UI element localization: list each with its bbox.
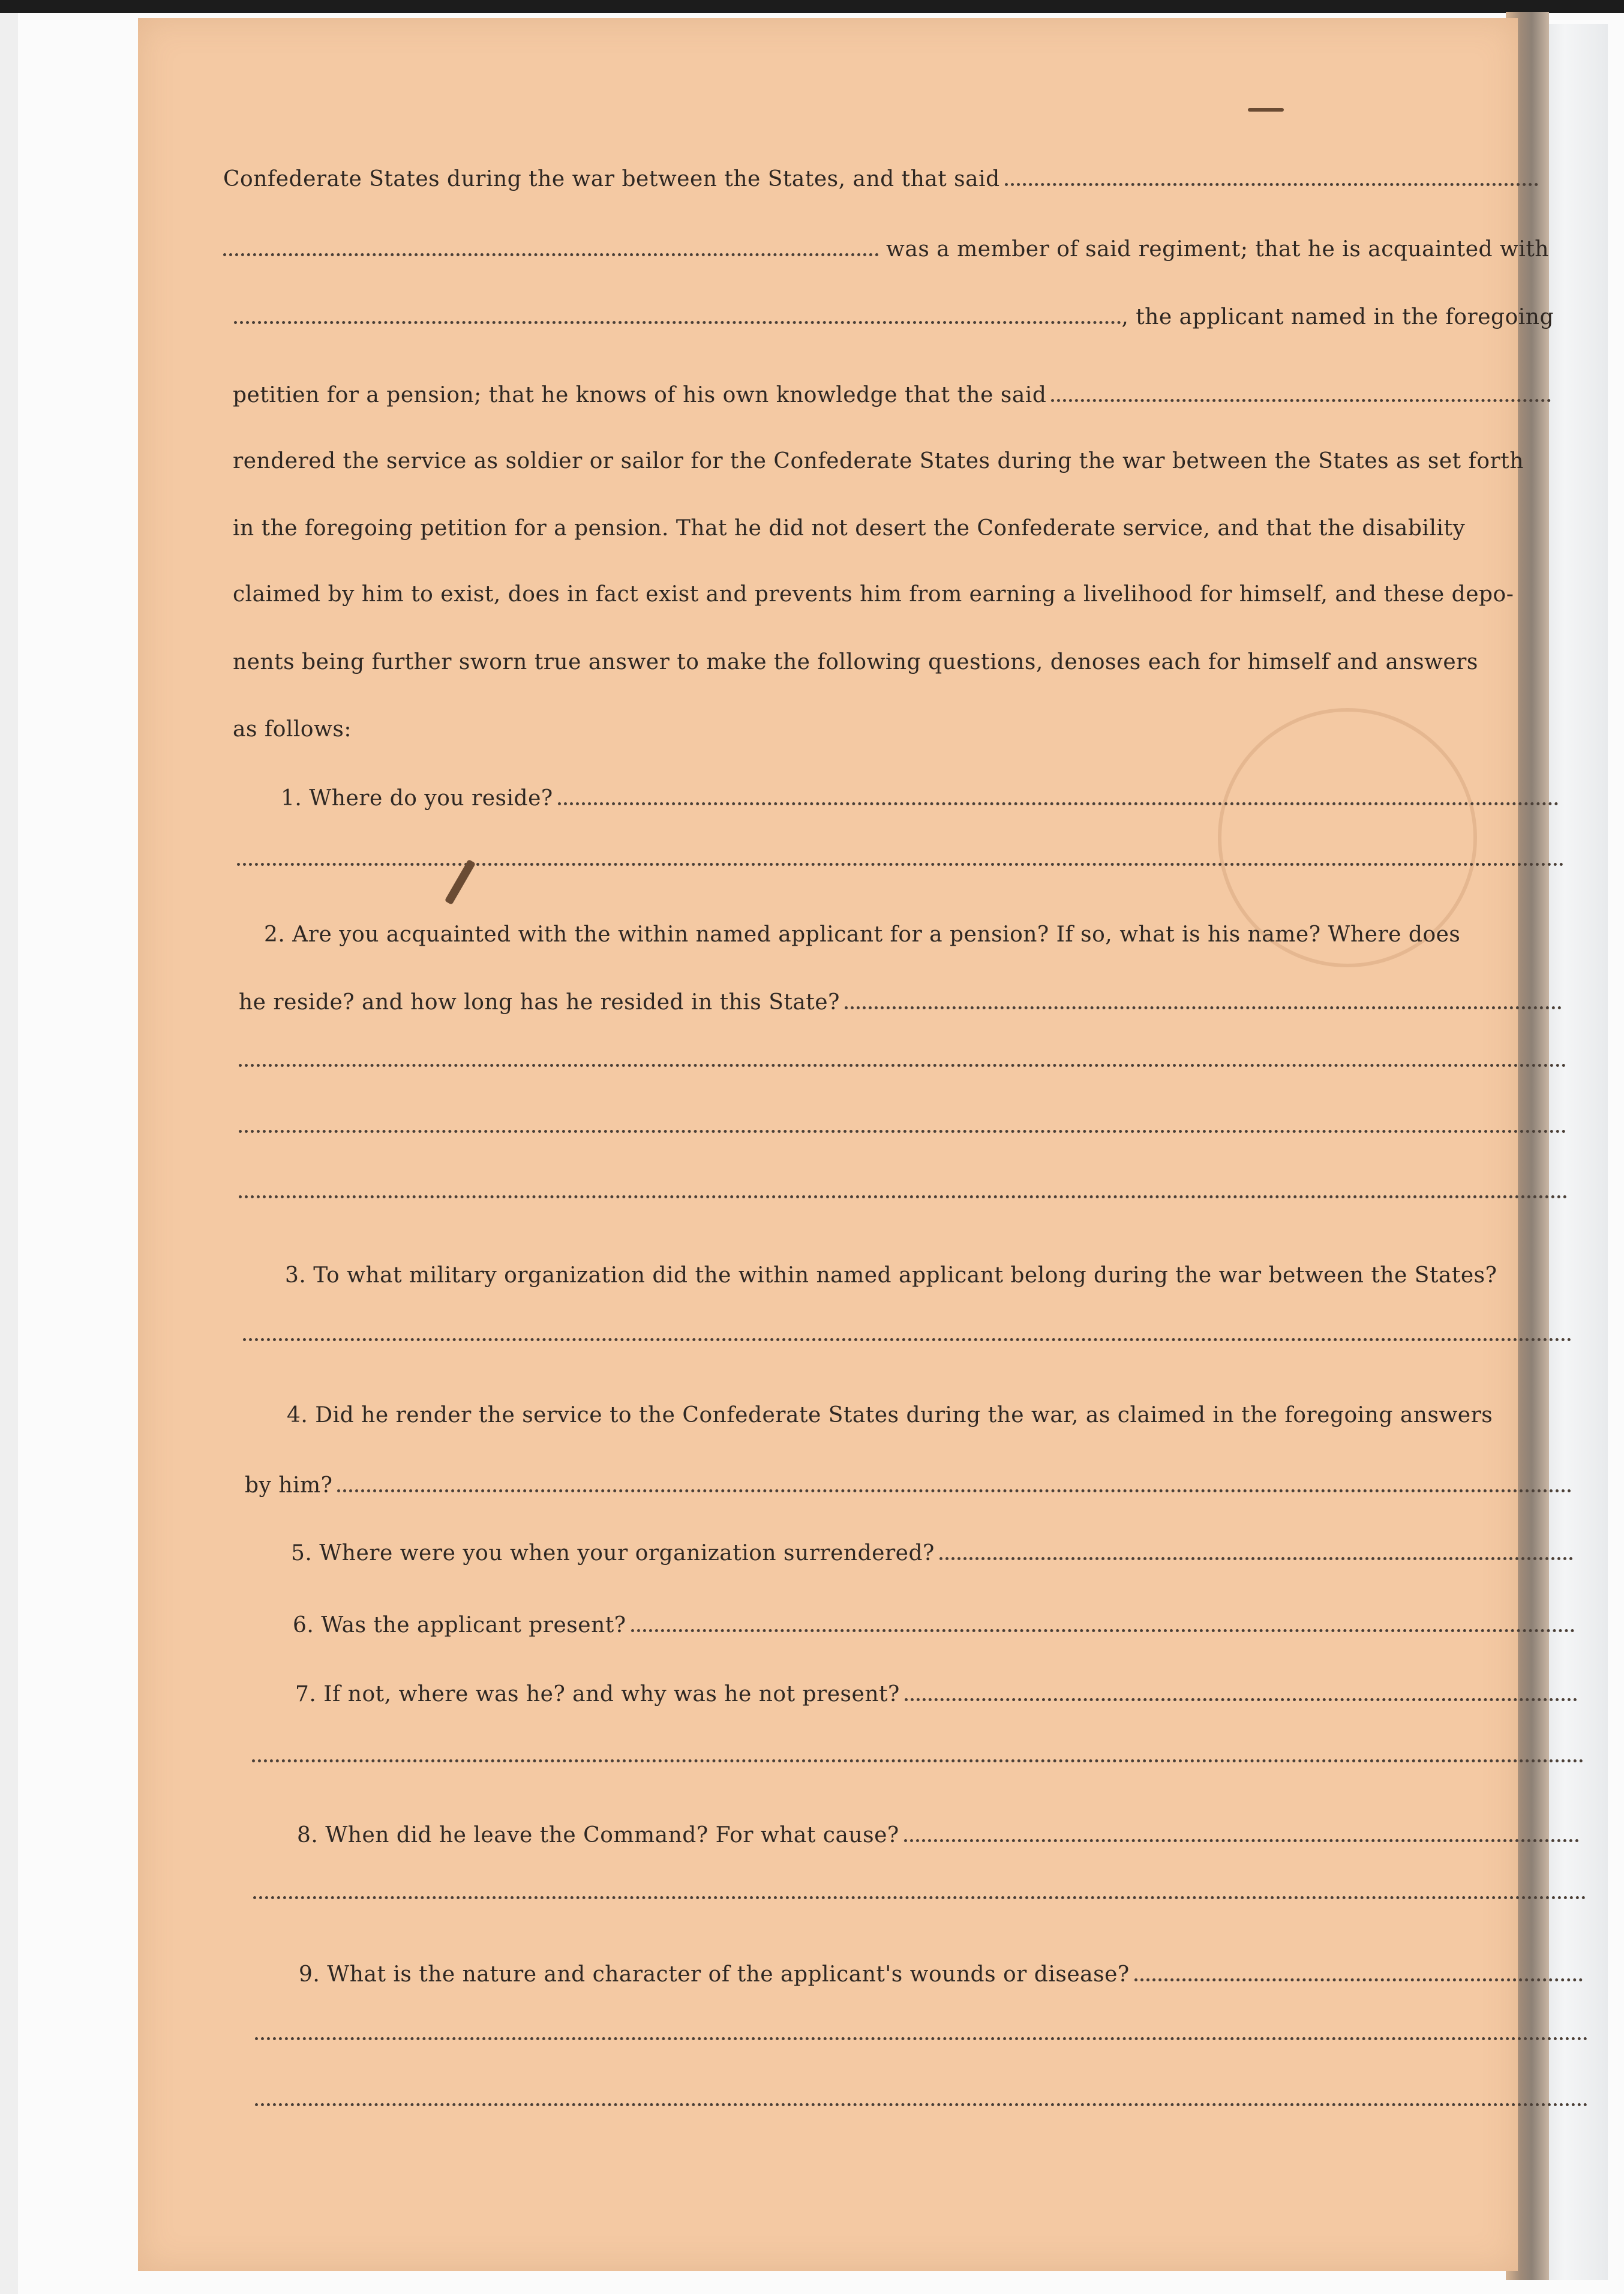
line-2-text: was a member of said regiment; that he is acquainted with (886, 237, 1549, 262)
answer-blank[interactable] (904, 1833, 1579, 1842)
question-6 (293, 1613, 1580, 1638)
blank-line (1005, 177, 1538, 186)
question-8-text: 8. When did he leave the Command? For what cause? (297, 1823, 899, 1848)
question-2 (264, 922, 1572, 947)
document-page (138, 18, 1554, 2271)
answer-blank[interactable] (255, 2097, 1588, 2106)
answer-blank[interactable] (845, 1000, 1562, 1009)
answer-blank[interactable] (337, 1483, 1572, 1492)
answer-blank[interactable] (239, 1058, 1566, 1067)
question-2b-text: he reside? and how long has he resided in this State? (239, 990, 840, 1015)
scanner-left-margin (0, 13, 18, 2294)
line-4-text: petitien for a pension; that he knows of his own knowledge that the said (233, 383, 1047, 407)
question-4-cont (245, 1473, 1577, 1498)
text-line-7 (233, 582, 1562, 607)
line-3-text: , the applicant named in the foregoing (1121, 305, 1554, 329)
line-5-text: rendered the service as soldier or sailor for the Confederate States during the war between the States as set forth (233, 449, 1524, 473)
question-9 (299, 1962, 1587, 1987)
line-8-text: nents being further sworn true answer to make the following questions, denoses each for himself and answers (233, 650, 1478, 674)
question-6-text: 6. Was the applicant present? (293, 1613, 626, 1638)
scanner-top-border (0, 0, 1624, 13)
text-line-8 (233, 650, 1565, 674)
question-5 (291, 1541, 1578, 1566)
question-4 (287, 1403, 1577, 1428)
ink-mark (1248, 108, 1284, 112)
question-2-cont (239, 990, 1566, 1015)
answer-line-8b[interactable] (253, 1890, 1586, 1899)
answer-line-7b[interactable] (252, 1753, 1584, 1762)
answer-blank[interactable] (939, 1551, 1573, 1560)
line-9-text: as follows: (233, 717, 352, 742)
text-line-9 (233, 717, 593, 742)
text-line-4 (233, 383, 1556, 407)
answer-line-9b[interactable] (255, 2031, 1588, 2040)
line-7-text: claimed by him to exist, does in fact exist and prevents him from earning a livelihood for himself, and these depo- (233, 582, 1514, 607)
question-3-text: 3. To what military organization did the within named applicant belong during the war between the States? (285, 1263, 1497, 1288)
answer-blank[interactable] (239, 1189, 1568, 1198)
line-1-text: Confederate States during the war between the States, and that said (223, 167, 1000, 191)
answer-blank[interactable] (905, 1692, 1577, 1701)
question-1 (281, 786, 1563, 811)
answer-blank[interactable] (255, 2031, 1588, 2040)
question-9-text: 9. What is the nature and character of the applicant's wounds or disease? (299, 1962, 1130, 1987)
answer-blank[interactable] (243, 1332, 1572, 1341)
answer-line-9c[interactable] (255, 2097, 1588, 2106)
question-7-text: 7. If not, where was he? and why was he not present? (295, 1682, 900, 1707)
ink-mark (445, 859, 476, 905)
answer-blank[interactable] (253, 1890, 1586, 1899)
text-line-2 (223, 237, 1549, 262)
answer-line-1b[interactable] (237, 857, 1564, 866)
question-4-text: 4. Did he render the service to the Confederate States during the war, as claimed in the foregoing answers (287, 1403, 1493, 1428)
blank-line (234, 315, 1121, 324)
answer-line-2b[interactable] (239, 1058, 1566, 1067)
text-line-5 (233, 449, 1559, 473)
question-8 (297, 1823, 1584, 1848)
answer-blank[interactable] (558, 796, 1559, 805)
answer-blank[interactable] (252, 1753, 1584, 1762)
question-7 (295, 1682, 1582, 1707)
question-2-text: 2. Are you acquainted with the within named applicant for a pension? If so, what is his name? Where does (264, 922, 1461, 947)
text-line-6 (233, 516, 1562, 541)
text-line-1 (223, 167, 1543, 191)
line-6-text: in the foregoing petition for a pension. That he did not desert the Confederate service, and that the disability (233, 516, 1466, 541)
answer-blank[interactable] (631, 1623, 1575, 1632)
answer-line-2d[interactable] (239, 1189, 1568, 1198)
answer-line-3[interactable] (243, 1332, 1572, 1341)
question-5-text: 5. Where were you when your organization surrendered? (291, 1541, 935, 1566)
text-line-3 (234, 305, 1554, 329)
form-body (138, 18, 1554, 2271)
blank-line (1051, 393, 1551, 402)
answer-blank[interactable] (237, 857, 1564, 866)
answer-line-2c[interactable] (239, 1124, 1566, 1133)
question-1-text: 1. Where do you reside? (281, 786, 553, 811)
question-3 (285, 1263, 1575, 1288)
answer-blank[interactable] (239, 1124, 1566, 1133)
question-4b-text: by him? (245, 1473, 333, 1498)
blank-line (223, 247, 879, 256)
answer-blank[interactable] (1134, 1972, 1583, 1981)
